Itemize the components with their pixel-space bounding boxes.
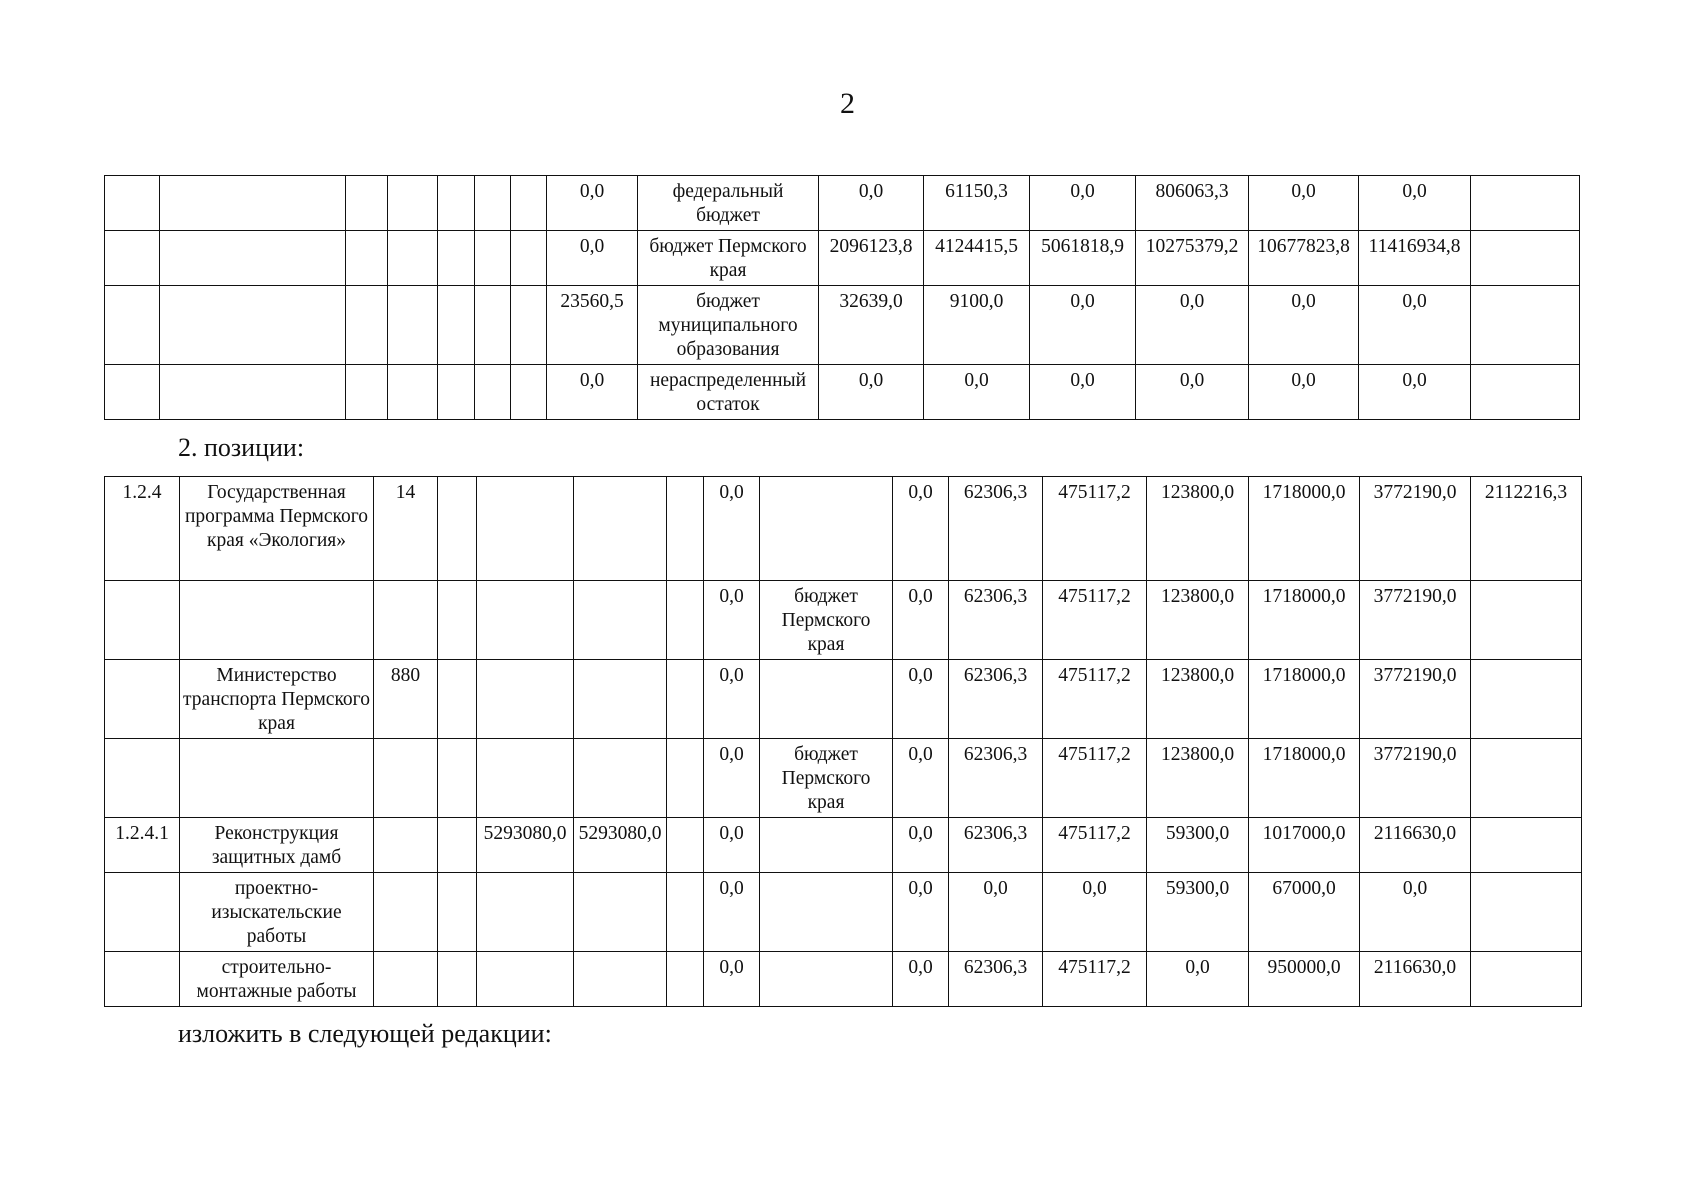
- table-cell: [105, 176, 160, 231]
- table-row: [105, 660, 1582, 739]
- table-cell: [388, 286, 438, 365]
- table-cell: [477, 660, 574, 739]
- table-cell: [667, 660, 704, 739]
- table-cell: 10677823,8: [1249, 231, 1359, 286]
- table-cell: бюджет Пермского края: [638, 231, 819, 286]
- table-cell: [438, 176, 475, 231]
- table-cell: [160, 365, 346, 420]
- page-number: 2: [840, 87, 855, 120]
- table-cell: [160, 286, 346, 365]
- table-cell: 62306,3: [949, 477, 1043, 581]
- table-cell: [438, 739, 477, 818]
- table-cell: 0,0: [893, 873, 949, 952]
- table-cell: 0,0: [1147, 952, 1249, 1007]
- table-cell: [1471, 176, 1580, 231]
- table-cell: 0,0: [1030, 286, 1136, 365]
- table-cell: [760, 660, 893, 739]
- table-cell: 3772190,0: [1360, 477, 1471, 581]
- table-cell: [667, 581, 704, 660]
- table-cell: 0,0: [1136, 365, 1249, 420]
- table-cell: [1471, 286, 1580, 365]
- table-cell: [180, 739, 374, 818]
- table-cell: [105, 873, 180, 952]
- table-cell: [105, 660, 180, 739]
- table-cell: 475117,2: [1043, 952, 1147, 1007]
- table-cell: 1718000,0: [1249, 477, 1360, 581]
- table-cell: [1471, 952, 1582, 1007]
- table-cell: 0,0: [819, 176, 924, 231]
- table-cell: 950000,0: [1249, 952, 1360, 1007]
- table-cell: 0,0: [704, 739, 760, 818]
- table-cell: 0,0: [893, 660, 949, 739]
- budget-sources-table: [104, 175, 1580, 420]
- table-cell: [667, 739, 704, 818]
- table-row: [105, 176, 1580, 231]
- table-cell: 475117,2: [1043, 477, 1147, 581]
- table-cell: 475117,2: [1043, 660, 1147, 739]
- table-cell: 59300,0: [1147, 818, 1249, 873]
- table-row: [105, 952, 1582, 1007]
- positions-heading: 2. позиции:: [178, 433, 305, 462]
- table-cell: 5293080,0: [477, 818, 574, 873]
- table-cell: [475, 286, 511, 365]
- table-cell: [477, 581, 574, 660]
- table-row: [105, 818, 1582, 873]
- table-cell: 62306,3: [949, 952, 1043, 1007]
- table-cell: [1471, 231, 1580, 286]
- table-cell: [667, 952, 704, 1007]
- table-cell: [105, 231, 160, 286]
- table-cell: [346, 286, 388, 365]
- table-cell: [475, 231, 511, 286]
- table-cell: 475117,2: [1043, 581, 1147, 660]
- table-cell: [574, 660, 667, 739]
- table-cell: [105, 739, 180, 818]
- table-cell: [760, 818, 893, 873]
- table-cell: 0,0: [924, 365, 1030, 420]
- table-cell: 3772190,0: [1360, 739, 1471, 818]
- table-cell: 3772190,0: [1360, 660, 1471, 739]
- table-cell: [438, 477, 477, 581]
- table-cell: 0,0: [547, 365, 638, 420]
- table-cell: 0,0: [547, 176, 638, 231]
- redaction-heading: изложить в следующей редакции:: [178, 1019, 552, 1048]
- table-cell: 3772190,0: [1360, 581, 1471, 660]
- table-cell: [438, 873, 477, 952]
- table-cell: 32639,0: [819, 286, 924, 365]
- table-cell: 14: [374, 477, 438, 581]
- table-cell: 0,0: [893, 739, 949, 818]
- table-cell: 5061818,9: [1030, 231, 1136, 286]
- table-cell: [760, 952, 893, 1007]
- table-cell: 62306,3: [949, 818, 1043, 873]
- table-row: [105, 477, 1582, 581]
- table-row: [105, 231, 1580, 286]
- table-cell: 62306,3: [949, 660, 1043, 739]
- table-cell: 4124415,5: [924, 231, 1030, 286]
- table-cell: [438, 231, 475, 286]
- table-cell: [374, 818, 438, 873]
- table-cell: 0,0: [704, 477, 760, 581]
- table-cell: 0,0: [1359, 365, 1471, 420]
- table-cell: [346, 231, 388, 286]
- table-cell: [346, 365, 388, 420]
- table-cell: 1718000,0: [1249, 581, 1360, 660]
- table-cell: [574, 739, 667, 818]
- table-cell: 0,0: [704, 952, 760, 1007]
- table-cell: [574, 581, 667, 660]
- table-cell: [1471, 818, 1582, 873]
- table-cell: [105, 952, 180, 1007]
- table-cell: [105, 365, 160, 420]
- table-cell: [475, 176, 511, 231]
- table-cell: 59300,0: [1147, 873, 1249, 952]
- table-cell: 9100,0: [924, 286, 1030, 365]
- table-cell: 0,0: [704, 818, 760, 873]
- table-cell: 0,0: [1249, 286, 1359, 365]
- table-cell: 62306,3: [949, 739, 1043, 818]
- table-cell: 0,0: [1249, 365, 1359, 420]
- table-cell: 2116630,0: [1360, 818, 1471, 873]
- table-cell: 0,0: [949, 873, 1043, 952]
- table-cell: 0,0: [893, 818, 949, 873]
- table-cell: бюджет муниципального образования: [638, 286, 819, 365]
- table-cell: федеральный бюджет: [638, 176, 819, 231]
- table-cell: [388, 176, 438, 231]
- table-cell: 67000,0: [1249, 873, 1360, 952]
- table-cell: 0,0: [893, 581, 949, 660]
- table-cell: [374, 739, 438, 818]
- table-cell: 1.2.4: [105, 477, 180, 581]
- table-cell: [574, 873, 667, 952]
- table-cell: [477, 952, 574, 1007]
- table-cell: 5293080,0: [574, 818, 667, 873]
- table-cell: [438, 581, 477, 660]
- table-cell: 2096123,8: [819, 231, 924, 286]
- table-cell: 62306,3: [949, 581, 1043, 660]
- table-cell: Реконструкция защитных дамб: [180, 818, 374, 873]
- table-cell: 0,0: [1043, 873, 1147, 952]
- table-cell: 1718000,0: [1249, 739, 1360, 818]
- table-cell: 0,0: [1030, 176, 1136, 231]
- table-cell: [438, 286, 475, 365]
- positions-table: [104, 476, 1582, 1007]
- table-cell: 23560,5: [547, 286, 638, 365]
- table-row: [105, 873, 1582, 952]
- table-cell: [1471, 581, 1582, 660]
- table-cell: 11416934,8: [1359, 231, 1471, 286]
- table-cell: [160, 231, 346, 286]
- table-cell: [1471, 660, 1582, 739]
- table-cell: 1.2.4.1: [105, 818, 180, 873]
- table-cell: 1718000,0: [1249, 660, 1360, 739]
- table-cell: бюджет Пермского края: [760, 739, 893, 818]
- table-cell: [667, 873, 704, 952]
- table-cell: [667, 818, 704, 873]
- table-cell: [180, 581, 374, 660]
- table-cell: [1471, 365, 1580, 420]
- table-cell: 0,0: [1359, 286, 1471, 365]
- table-cell: нераспределенный остаток: [638, 365, 819, 420]
- table-cell: [667, 477, 704, 581]
- table-cell: 0,0: [704, 873, 760, 952]
- table-row: [105, 739, 1582, 818]
- table-row: [105, 581, 1582, 660]
- table-cell: 2116630,0: [1360, 952, 1471, 1007]
- table-cell: [438, 818, 477, 873]
- table-cell: [477, 739, 574, 818]
- table-cell: [511, 365, 547, 420]
- table-cell: 475117,2: [1043, 818, 1147, 873]
- table-cell: 61150,3: [924, 176, 1030, 231]
- table-cell: [511, 286, 547, 365]
- table-cell: 0,0: [704, 581, 760, 660]
- table-cell: [760, 873, 893, 952]
- table-cell: [374, 581, 438, 660]
- table-cell: 0,0: [1030, 365, 1136, 420]
- table-cell: [1471, 739, 1582, 818]
- table-cell: 123800,0: [1147, 739, 1249, 818]
- table-cell: [438, 365, 475, 420]
- table-cell: 475117,2: [1043, 739, 1147, 818]
- table-cell: 0,0: [547, 231, 638, 286]
- table-cell: 123800,0: [1147, 660, 1249, 739]
- table-cell: 0,0: [704, 660, 760, 739]
- table-cell: 880: [374, 660, 438, 739]
- table-cell: [477, 477, 574, 581]
- table-cell: [511, 231, 547, 286]
- table-cell: [105, 286, 160, 365]
- table-row: [105, 365, 1580, 420]
- table-cell: [574, 477, 667, 581]
- table-cell: строительно-монтажные работы: [180, 952, 374, 1007]
- table-cell: 0,0: [1249, 176, 1359, 231]
- table-cell: [1471, 873, 1582, 952]
- table-cell: 0,0: [893, 952, 949, 1007]
- table-cell: Министерство транспорта Пермского края: [180, 660, 374, 739]
- table-cell: [438, 660, 477, 739]
- table-cell: [760, 477, 893, 581]
- table-cell: [374, 952, 438, 1007]
- table-cell: [388, 231, 438, 286]
- table-cell: бюджет Пермского края: [760, 581, 893, 660]
- table-cell: [574, 952, 667, 1007]
- table-cell: [105, 581, 180, 660]
- table-cell: [438, 952, 477, 1007]
- table-cell: [477, 873, 574, 952]
- table-cell: проектно-изыскательские работы: [180, 873, 374, 952]
- table-cell: 0,0: [1360, 873, 1471, 952]
- table-cell: 123800,0: [1147, 581, 1249, 660]
- table-row: [105, 286, 1580, 365]
- table-cell: [346, 176, 388, 231]
- table-cell: 0,0: [1136, 286, 1249, 365]
- table-cell: 0,0: [819, 365, 924, 420]
- table-cell: 2112216,3: [1471, 477, 1582, 581]
- table-cell: 10275379,2: [1136, 231, 1249, 286]
- table-cell: [475, 365, 511, 420]
- table-cell: Государственная программа Пермского края «Экология»: [180, 477, 374, 581]
- table-cell: [388, 365, 438, 420]
- table-cell: 1017000,0: [1249, 818, 1360, 873]
- table-cell: [374, 873, 438, 952]
- table-cell: 806063,3: [1136, 176, 1249, 231]
- table-cell: 0,0: [1359, 176, 1471, 231]
- table-cell: [160, 176, 346, 231]
- table-cell: 0,0: [893, 477, 949, 581]
- table-cell: [511, 176, 547, 231]
- table-cell: 123800,0: [1147, 477, 1249, 581]
